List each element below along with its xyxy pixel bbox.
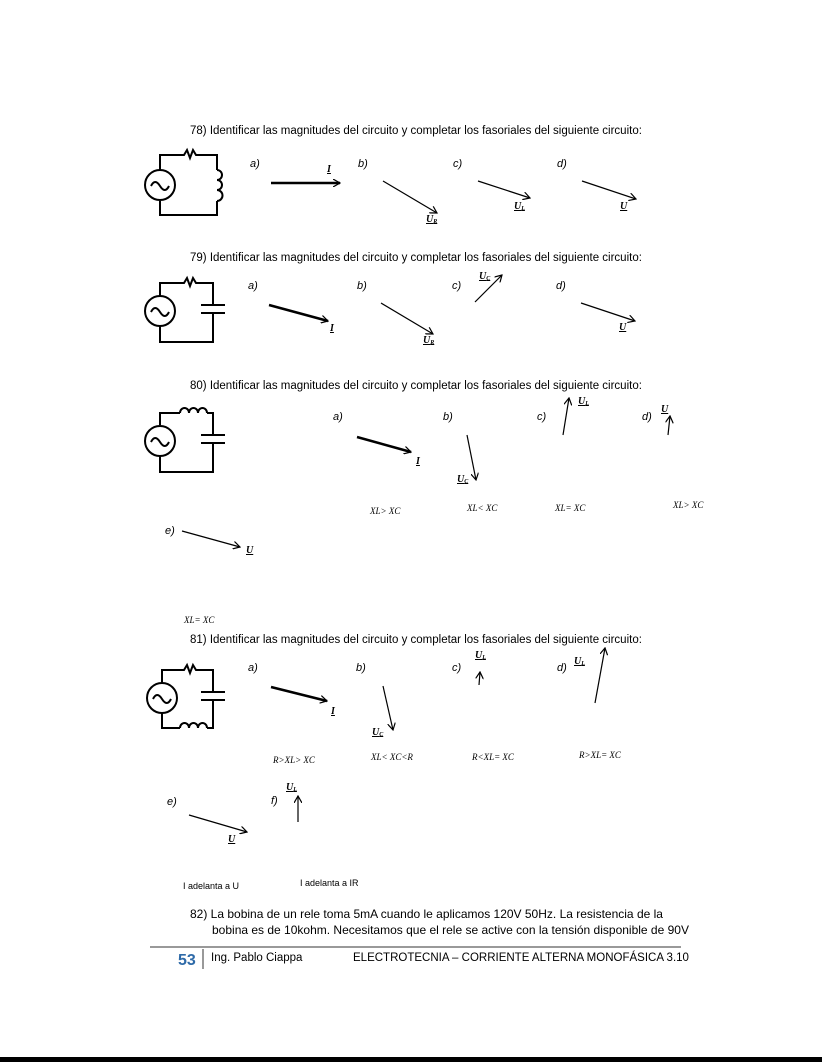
- circuit-rc-79: [145, 278, 225, 342]
- phasor-label: $U_L$: [475, 650, 486, 661]
- item-c: c): [453, 158, 463, 170]
- problem-82-line2: bobina es de 10kohm. Necesitamos que el rele se active con la tensión disponible de 90V: [212, 923, 689, 937]
- phasor-label: U: [619, 322, 627, 333]
- item-c: c): [537, 411, 547, 423]
- phasor-arrow: [182, 531, 240, 547]
- phasor-arrow: [582, 181, 636, 199]
- phasor-arrow: [479, 672, 480, 685]
- item-d: d): [642, 411, 652, 423]
- problem-81-title: 81) Identificar las magnitudes del circuito y completar los fasoriales del siguiente circuito:: [190, 634, 642, 646]
- item-b: b): [358, 158, 368, 170]
- phasor-label: $U_R$: [426, 214, 438, 225]
- item-a: a): [248, 662, 258, 674]
- condition: XL< XC: [467, 503, 498, 513]
- phasor-label: U: [620, 201, 628, 212]
- problem-78-title: 78) Identificar las magnitudes del circuito y completar los fasoriales del siguiente circuito:: [190, 125, 642, 137]
- phasor-label: $U_C$: [479, 271, 491, 282]
- phasor-label: I: [327, 164, 331, 175]
- page-number: 53: [178, 952, 196, 969]
- footer-author: Ing. Pablo Ciappa: [211, 952, 303, 964]
- condition: R>XL> XC: [273, 755, 315, 765]
- condition: I adelanta a IR: [300, 878, 359, 888]
- footer-divider: [150, 946, 681, 948]
- item-c: c): [452, 662, 462, 674]
- condition: XL= XC: [555, 503, 586, 513]
- item-d: d): [557, 158, 567, 170]
- condition: R<XL= XC: [472, 752, 514, 762]
- phasor-arrow: [383, 686, 393, 730]
- item-e: e): [167, 796, 177, 808]
- phasor-arrow: [467, 435, 476, 480]
- problem-82-line1: 82) La bobina de un rele toma 5mA cuando le aplicamos 120V 50Hz. La resistencia de la: [190, 907, 663, 921]
- item-b: b): [357, 280, 367, 292]
- phasor-label: I: [330, 323, 334, 334]
- phasor-label: $U_L$: [574, 656, 585, 667]
- phasor-arrow: [357, 437, 411, 452]
- problem-79-title: 79) Identificar las magnitudes del circuito y completar los fasoriales del siguiente circuito:: [190, 252, 642, 264]
- bottom-border: [0, 1057, 822, 1062]
- phasor-arrow: [478, 181, 530, 198]
- phasor-arrow: [383, 181, 437, 213]
- phasor-arrow: [595, 648, 605, 703]
- item-a: a): [333, 411, 343, 423]
- phasor-label: I: [416, 456, 420, 467]
- phasor-label: $U_L$: [514, 201, 525, 212]
- item-a: a): [250, 158, 260, 170]
- condition: I adelanta a U: [183, 881, 240, 891]
- item-c: c): [452, 280, 462, 292]
- phasor-label: U: [661, 404, 669, 415]
- item-e: e): [165, 525, 175, 537]
- condition: XL= XC: [184, 615, 215, 625]
- item-d: d): [556, 280, 566, 292]
- item-f: f): [271, 795, 278, 807]
- phasor-label: I: [331, 706, 335, 717]
- phasor-label: $U_L$: [578, 396, 589, 407]
- item-b: b): [443, 411, 453, 423]
- footer-separator: [202, 949, 204, 969]
- phasor-label: $U_C$: [457, 474, 469, 485]
- phasor-label: U: [246, 545, 254, 556]
- phasor-arrow: [581, 303, 635, 321]
- condition: R>XL= XC: [579, 750, 621, 760]
- condition: XL> XC: [673, 500, 704, 510]
- circuit-lc-80: [145, 408, 225, 472]
- phasor-label: U: [228, 834, 236, 845]
- phasor-arrow: [189, 815, 247, 832]
- phasor-arrow: [269, 305, 328, 321]
- condition: XL< XC<R: [371, 752, 413, 762]
- problem-80-title: 80) Identificar las magnitudes del circuito y completar los fasoriales del siguiente circuito:: [190, 380, 642, 392]
- phasor-label: $U_C$: [372, 727, 384, 738]
- phasor-arrow: [563, 398, 569, 435]
- phasor-label: $U_L$: [286, 782, 297, 793]
- item-a: a): [248, 280, 258, 292]
- condition: XL> XC: [370, 506, 401, 516]
- phasor-arrow: [381, 303, 433, 334]
- phasor-arrow: [668, 416, 670, 435]
- circuit-rlc-81: [147, 665, 225, 728]
- item-d: d): [557, 662, 567, 674]
- item-b: b): [356, 662, 366, 674]
- circuit-rl-78: [145, 150, 223, 215]
- footer-title: ELECTROTECNIA – CORRIENTE ALTERNA MONOFÁSICA 3.10: [353, 952, 689, 964]
- phasor-label: $U_R$: [423, 335, 435, 346]
- phasor-arrow: [271, 687, 327, 701]
